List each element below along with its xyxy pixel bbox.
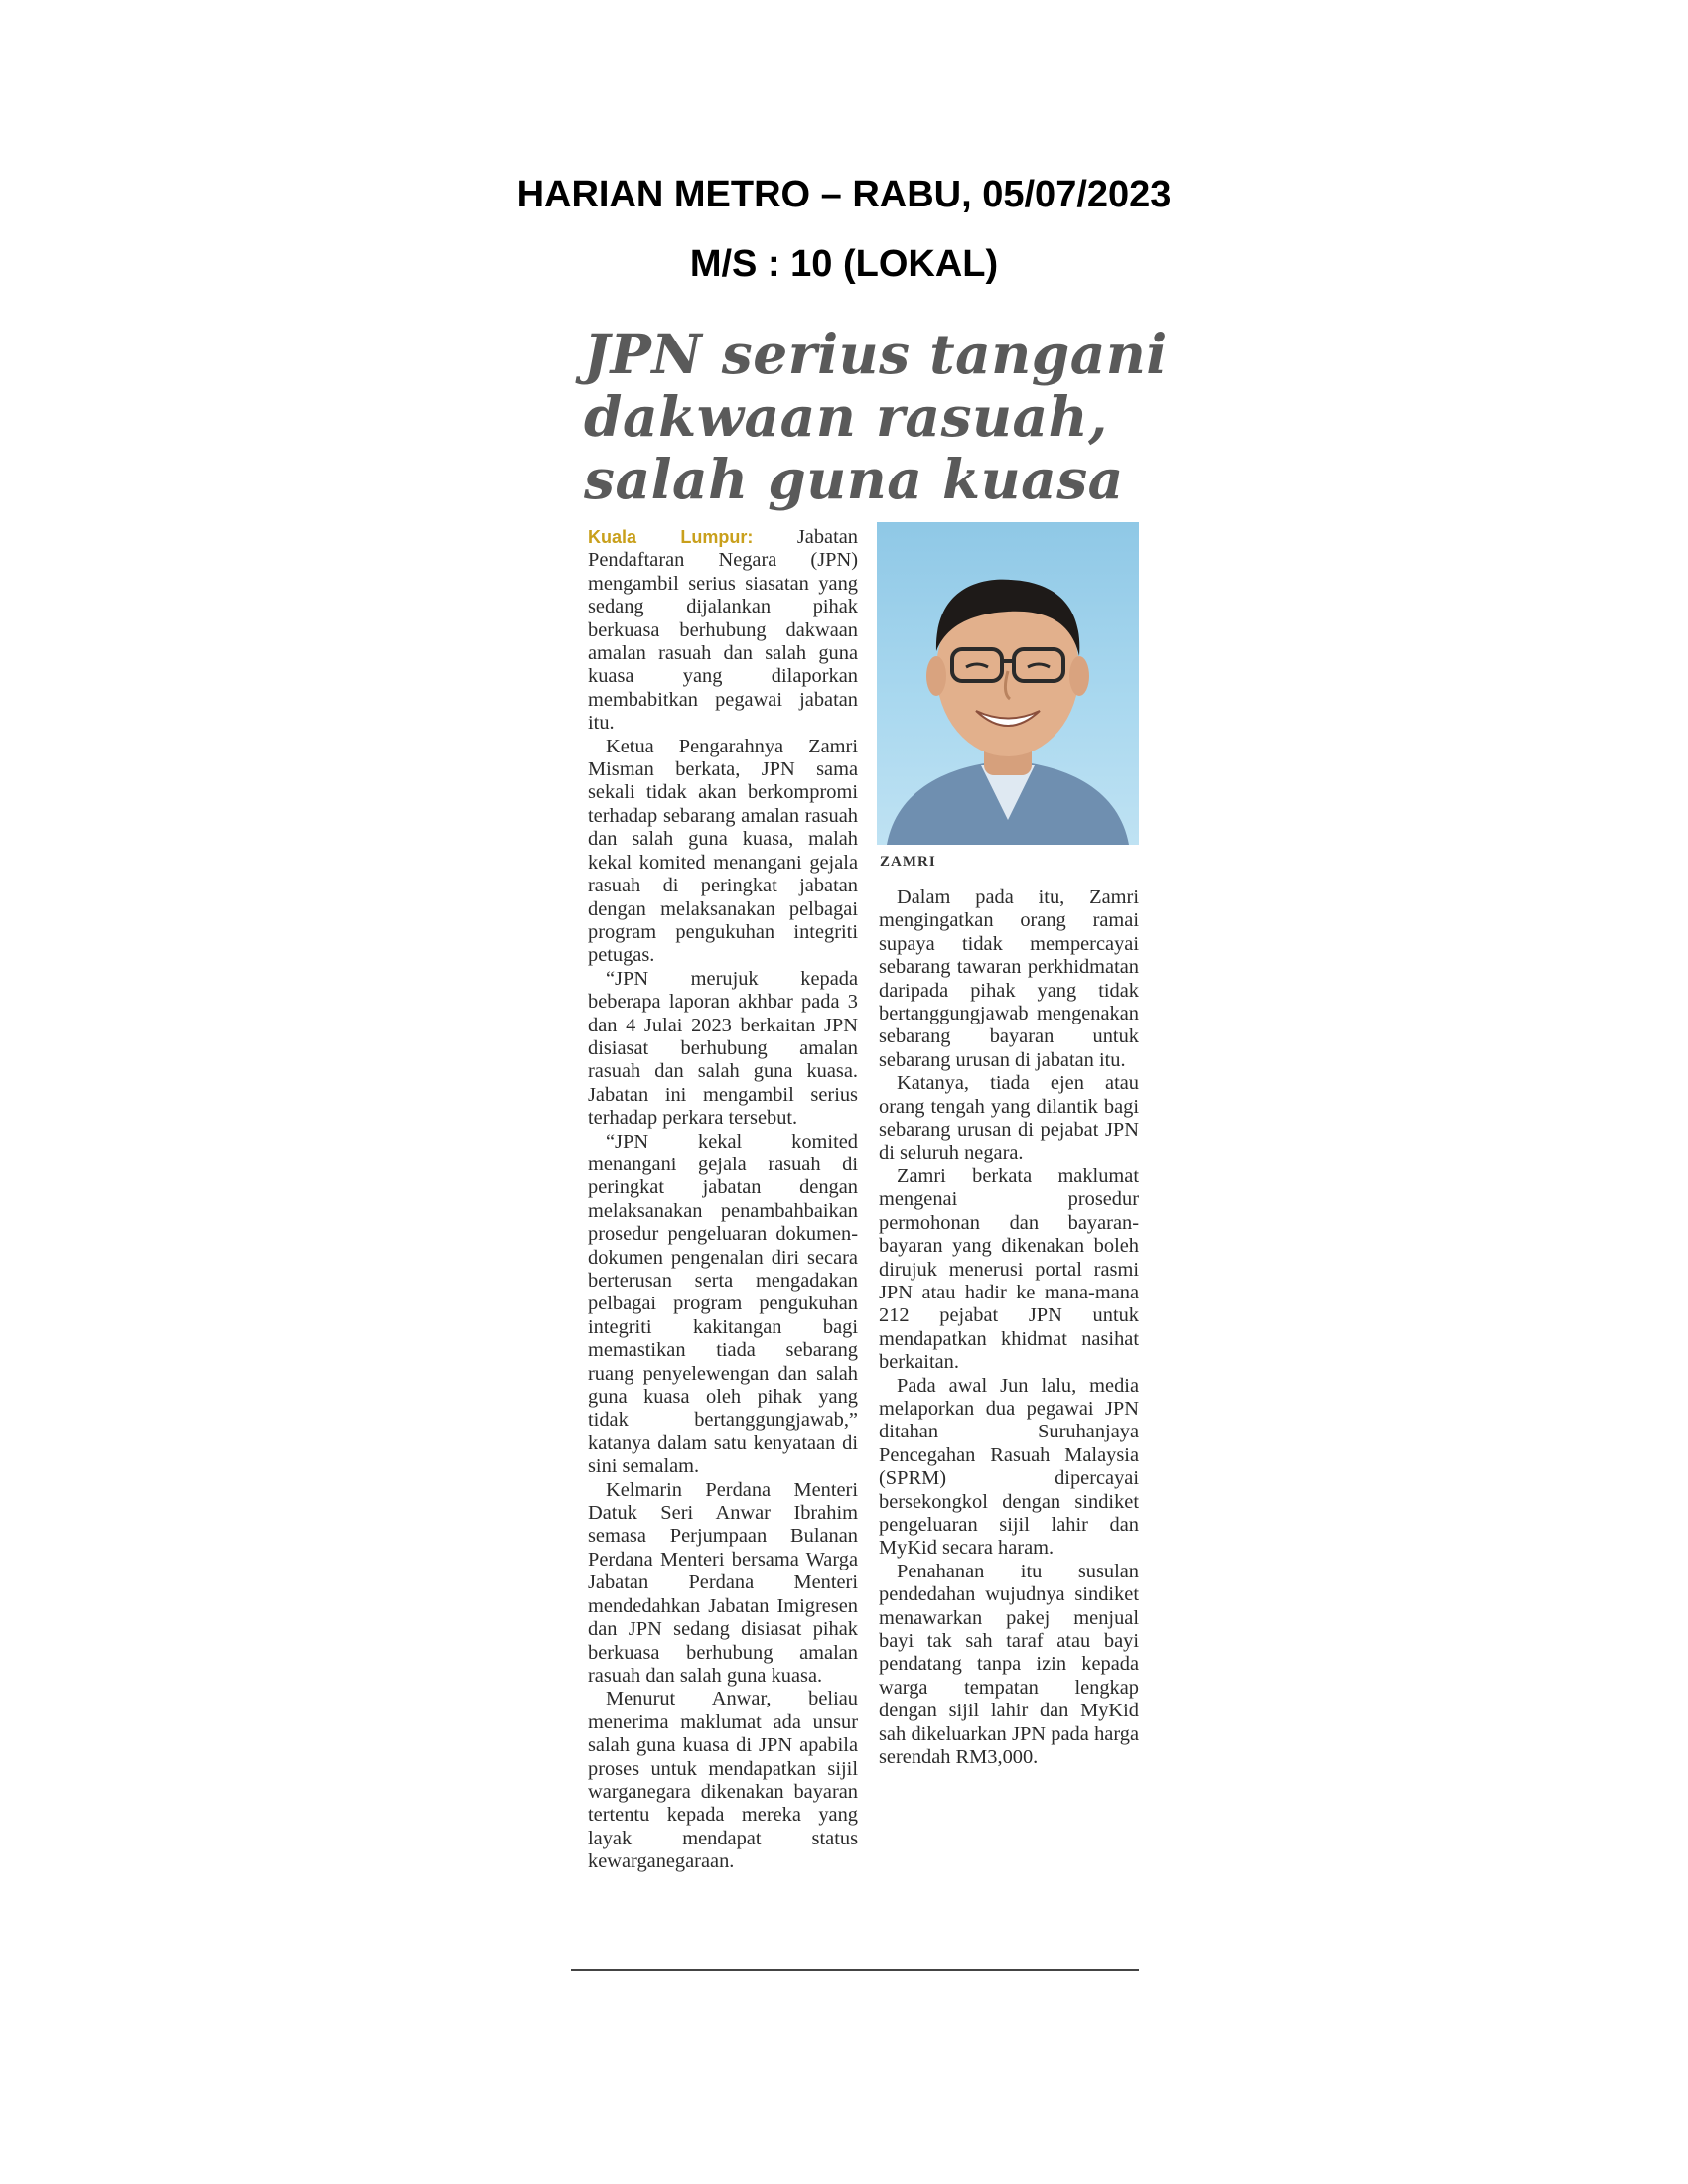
paragraph-text: Jabatan Pendaftaran Negara (JPN) mengambil serius siasatan yang sedang dijalankan pihak berkuasa berhubung dakwaan amalan rasuah dan salah guna kuasa yang dilaporkan membabitkan pegawai jabatan itu. <box>588 526 858 735</box>
portrait-photo <box>877 522 1139 845</box>
bottom-rule <box>571 1969 1139 1971</box>
headline-line-2: dakwaan rasuah, <box>584 384 1108 449</box>
paragraph: “JPN kekal komited menangani gejala rasuah di peringkat jabatan dengan melaksanakan penambahbaikan prosedur pengeluaran dokumen-dokumen pengenalan diri secara berterusan serta mengadakan pelbagai program pengukuhan integriti kakitangan bagi memastikan tiada sebarang ruang penyelewengan dan salah guna kuasa oleh pihak yang tidak bertanggungjawab,” katanya dalam satu kenyataan di sini semalam. <box>588 1130 858 1478</box>
photo-caption: ZAMRI <box>880 854 936 870</box>
page-section-line: M/S : 10 (LOKAL) <box>689 243 999 285</box>
article-headline <box>584 322 1168 511</box>
dateline: Kuala Lumpur: <box>588 527 754 547</box>
paragraph: Kelmarin Perdana Menteri Datuk Seri Anwar Ibrahim semasa Perjumpaan Bulanan Perdana Menteri bersama Warga Jabatan Perdana Menteri mendedahkan Jabatan Imigresen dan JPN sedang disiasat pihak berkuasa berhubung amalan rasuah dan salah guna kuasa. <box>588 1478 858 1687</box>
paragraph: Katanya, tiada ejen atau orang tengah yang dilantik bagi sebarang urusan di pejabat JPN di seluruh negara. <box>879 1072 1139 1164</box>
paragraph: Penahanan itu susulan pendedahan wujudnya sindiket menawarkan pakej menjual bayi tak sah taraf atau bayi pendatang tanpa izin kepada warga tempatan lengkap dengan sijil lahir dan MyKid sah dikeluarkan JPN pada harga serendah RM3,000. <box>879 1560 1139 1769</box>
publication-line: HARIAN METRO – RABU, 05/07/2023 <box>516 174 1172 215</box>
paragraph: Dalam pada itu, Zamri mengingatkan orang ramai supaya tidak mempercayai sebarang tawaran perkhidmatan daripada pihak yang tidak bertanggungjawab mengenakan sebarang bayaran untuk sebarang urusan di jabatan itu. <box>879 887 1139 1071</box>
headline-line-1: JPN serius tangani <box>584 322 1168 386</box>
paragraph: “JPN merujuk kepada beberapa laporan akhbar pada 3 dan 4 Julai 2023 berkaitan JPN disiasat berhubung amalan rasuah dan salah guna kuasa. Jabatan ini mengambil serius terhadap perkara tersebut. <box>588 967 858 1130</box>
paragraph: Zamri berkata maklumat mengenai prosedur permohonan dan bayaran-bayaran yang dikenakan boleh dirujuk menerusi portal rasmi JPN atau hadir ke mana-mana 212 pejabat JPN untuk mendapatkan khidmat nasihat berkaitan. <box>879 1164 1139 1374</box>
paragraph: Menurut Anwar, beliau menerima maklumat ada unsur salah guna kuasa di JPN apabila proses untuk mendapatkan sijil warganegara dikenakan bayaran tertentu kepada mereka yang layak mendapat status kewarganegaraan. <box>588 1688 858 1873</box>
paragraph: Pada awal Jun lalu, media melaporkan dua pegawai JPN ditahan Suruhanjaya Pencegahan Rasuah Malaysia (SPRM) dipercayai bersekongkol dengan sindiket pengeluaran sijil lahir dan MyKid secara haram. <box>879 1374 1139 1560</box>
article-column-right <box>879 887 1139 1769</box>
paragraph: Ketua Pengarahnya Zamri Misman berkata, JPN sama sekali tidak akan berkompromi terhadap sebarang amalan rasuah dan salah guna kuasa, malah kekal komited menangani gejala rasuah di peringkat jabatan dengan melaksanakan pelbagai program pengukuhan integriti petugas. <box>588 735 858 967</box>
portrait-illustration <box>877 522 1139 845</box>
paragraph <box>588 526 858 736</box>
article-column-left <box>588 526 858 1874</box>
headline-line-3: salah guna kuasa <box>584 447 1124 511</box>
